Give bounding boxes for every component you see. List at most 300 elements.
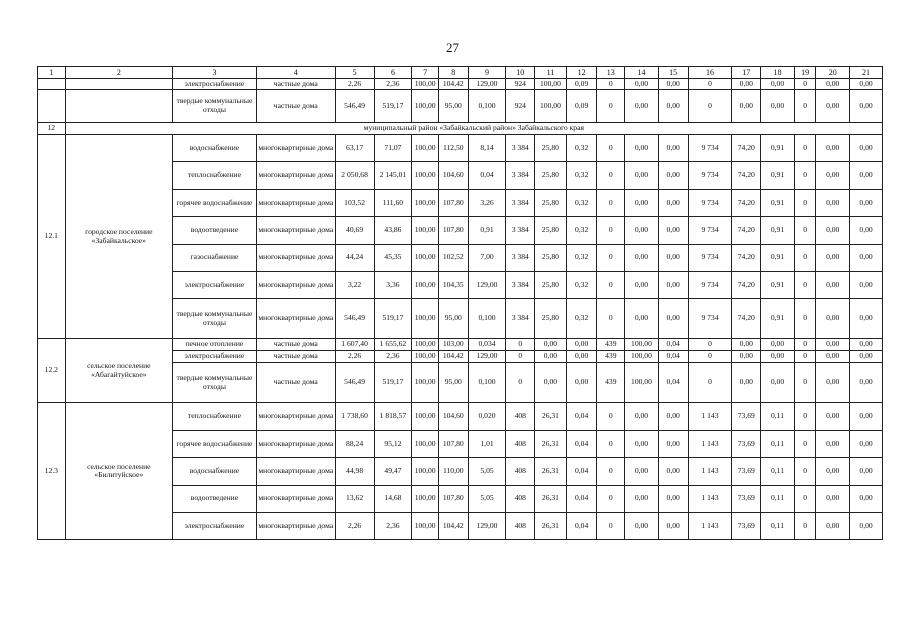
table-cell: 3 384 bbox=[506, 162, 535, 189]
table-cell: 0 bbox=[794, 79, 815, 90]
table-cell: 3 384 bbox=[506, 189, 535, 216]
table-cell: 0,100 bbox=[468, 299, 506, 339]
table-cell: 100,00 bbox=[535, 90, 567, 123]
table-cell: 25,80 bbox=[535, 244, 567, 271]
table-cell: 0,04 bbox=[658, 339, 688, 351]
table-cell: 0 bbox=[506, 363, 535, 403]
service-type: твердые коммунальные отходы bbox=[173, 363, 257, 403]
housing-type: многоквартирные дома bbox=[256, 430, 335, 457]
group-number: 12.3 bbox=[38, 403, 66, 540]
table-cell: 0,00 bbox=[850, 458, 883, 485]
table-cell: 0,00 bbox=[850, 135, 883, 162]
table-cell: 14,68 bbox=[374, 485, 412, 512]
table-cell: 0,00 bbox=[658, 244, 688, 271]
table-cell: 0 bbox=[597, 90, 625, 123]
table-cell: 0 bbox=[794, 512, 815, 539]
housing-type: частные дома bbox=[256, 351, 335, 363]
table-cell: 0,00 bbox=[625, 90, 659, 123]
table-cell: 0,00 bbox=[535, 351, 567, 363]
table-cell: 0,00 bbox=[850, 162, 883, 189]
table-cell: 25,80 bbox=[535, 299, 567, 339]
table-cell: 0,00 bbox=[816, 162, 850, 189]
table-cell: 1,01 bbox=[468, 430, 506, 457]
table-cell: 112,50 bbox=[438, 135, 468, 162]
table-cell: 924 bbox=[506, 79, 535, 90]
table-cell: 0,91 bbox=[761, 189, 795, 216]
table-cell: 129,00 bbox=[468, 271, 506, 298]
table-cell: 104,60 bbox=[438, 162, 468, 189]
table-cell: 0,32 bbox=[566, 271, 597, 298]
table-cell bbox=[65, 79, 172, 90]
table-cell: 40,69 bbox=[335, 217, 374, 244]
table-cell: 0 bbox=[794, 90, 815, 123]
service-type: горячее водоснабжение bbox=[173, 430, 257, 457]
table-cell: 129,00 bbox=[468, 512, 506, 539]
table-cell: 100,00 bbox=[412, 403, 439, 430]
table-cell: 0,32 bbox=[566, 217, 597, 244]
column-header: 12 bbox=[566, 67, 597, 79]
table-cell: 0,00 bbox=[625, 135, 659, 162]
table-cell: 100,00 bbox=[412, 339, 439, 351]
column-header: 11 bbox=[535, 67, 567, 79]
table-cell: 0,00 bbox=[535, 339, 567, 351]
housing-type: многоквартирные дома bbox=[256, 217, 335, 244]
column-header: 3 bbox=[173, 67, 257, 79]
table-cell: 100,00 bbox=[412, 162, 439, 189]
column-header: 17 bbox=[732, 67, 761, 79]
table-cell: 9 734 bbox=[688, 135, 732, 162]
table-cell: 0,04 bbox=[658, 351, 688, 363]
table-cell: 3 384 bbox=[506, 135, 535, 162]
column-header: 8 bbox=[438, 67, 468, 79]
table-cell: 3 384 bbox=[506, 244, 535, 271]
table-cell: 0,00 bbox=[625, 217, 659, 244]
table-cell: 0,00 bbox=[761, 79, 795, 90]
table-cell: 0,04 bbox=[468, 162, 506, 189]
table-cell: 9 734 bbox=[688, 299, 732, 339]
housing-type: многоквартирные дома bbox=[256, 244, 335, 271]
table-cell: 25,80 bbox=[535, 189, 567, 216]
table-cell: 0 bbox=[794, 403, 815, 430]
table-cell: 0,00 bbox=[816, 299, 850, 339]
table-cell: 0,00 bbox=[625, 162, 659, 189]
table-cell: 1 143 bbox=[688, 512, 732, 539]
table-cell: 0,04 bbox=[566, 403, 597, 430]
table-cell: 2 050,68 bbox=[335, 162, 374, 189]
table-cell: 0,04 bbox=[566, 512, 597, 539]
table-cell: 0,11 bbox=[761, 485, 795, 512]
table-cell: 0,04 bbox=[658, 363, 688, 403]
table-cell: 0,00 bbox=[658, 512, 688, 539]
table-cell: 546,49 bbox=[335, 299, 374, 339]
table-cell: 0,00 bbox=[816, 512, 850, 539]
table-cell: 0 bbox=[597, 485, 625, 512]
table-cell: 0,00 bbox=[850, 363, 883, 403]
table-cell: 0,00 bbox=[816, 485, 850, 512]
column-header: 15 bbox=[658, 67, 688, 79]
table-cell: твердые коммунальные отходы bbox=[173, 90, 257, 123]
table-cell: 0 bbox=[794, 485, 815, 512]
table-cell: 0,00 bbox=[850, 430, 883, 457]
tariff-table bbox=[37, 66, 883, 540]
table-cell: 439 bbox=[597, 339, 625, 351]
table-cell: 0 bbox=[794, 217, 815, 244]
table-cell: 0,00 bbox=[625, 79, 659, 90]
table-cell: 0,91 bbox=[468, 217, 506, 244]
service-type: водоснабжение bbox=[173, 135, 257, 162]
table-cell: 45,35 bbox=[374, 244, 412, 271]
table-row bbox=[38, 79, 883, 90]
table-cell: 95,00 bbox=[438, 363, 468, 403]
table-cell: 103,00 bbox=[438, 339, 468, 351]
column-header: 18 bbox=[761, 67, 795, 79]
table-cell: 0,00 bbox=[816, 189, 850, 216]
table-cell: 0,00 bbox=[625, 299, 659, 339]
table-cell: 924 bbox=[506, 90, 535, 123]
table-cell: 100,00 bbox=[412, 244, 439, 271]
table-cell: 0 bbox=[597, 217, 625, 244]
table-cell: 0,00 bbox=[732, 90, 761, 123]
service-type: водоотведение bbox=[173, 485, 257, 512]
table-row bbox=[38, 339, 883, 351]
table-cell: 8,14 bbox=[468, 135, 506, 162]
table-cell: 0,32 bbox=[566, 135, 597, 162]
table-cell: 0,00 bbox=[625, 189, 659, 216]
table-cell: 49,47 bbox=[374, 458, 412, 485]
table-row bbox=[38, 403, 883, 430]
table-cell: 0 bbox=[597, 403, 625, 430]
table-cell: 88,24 bbox=[335, 430, 374, 457]
table-cell: 100,00 bbox=[625, 339, 659, 351]
table-cell: 2,36 bbox=[374, 351, 412, 363]
service-type: водоотведение bbox=[173, 217, 257, 244]
table-cell: 0,91 bbox=[761, 244, 795, 271]
service-type: печное отопление bbox=[173, 339, 257, 351]
housing-type: многоквартирные дома bbox=[256, 299, 335, 339]
table-cell: 0,00 bbox=[658, 485, 688, 512]
table-cell: 100,00 bbox=[625, 351, 659, 363]
table-cell: 0,00 bbox=[850, 351, 883, 363]
table-cell: 103,52 bbox=[335, 189, 374, 216]
column-header: 4 bbox=[256, 67, 335, 79]
table-cell: 0,00 bbox=[816, 351, 850, 363]
table-cell: 100,00 bbox=[412, 430, 439, 457]
housing-type: многоквартирные дома bbox=[256, 135, 335, 162]
table-cell: 0 bbox=[794, 458, 815, 485]
table-cell: 0,91 bbox=[761, 162, 795, 189]
table-cell: 0,00 bbox=[850, 403, 883, 430]
table-cell: 71,07 bbox=[374, 135, 412, 162]
table-cell: 100,00 bbox=[412, 363, 439, 403]
table-cell: 44,24 bbox=[335, 244, 374, 271]
table-cell: 0,00 bbox=[566, 351, 597, 363]
table-cell bbox=[38, 79, 66, 90]
table-cell: 0 bbox=[506, 351, 535, 363]
table-cell: 0 bbox=[688, 363, 732, 403]
housing-type: многоквартирные дома bbox=[256, 189, 335, 216]
table-cell: 0,00 bbox=[658, 299, 688, 339]
column-header: 13 bbox=[597, 67, 625, 79]
table-cell: 0,00 bbox=[732, 339, 761, 351]
table-cell: 0,00 bbox=[732, 79, 761, 90]
column-header: 7 bbox=[412, 67, 439, 79]
table-cell: 0,00 bbox=[625, 271, 659, 298]
table-cell: 0,00 bbox=[658, 79, 688, 90]
table-cell: 0 bbox=[794, 363, 815, 403]
table-cell: 110,00 bbox=[438, 458, 468, 485]
table-cell: 0,09 bbox=[566, 90, 597, 123]
table-cell: 0,00 bbox=[658, 135, 688, 162]
table-cell: 100,00 bbox=[412, 299, 439, 339]
table-cell: 0 bbox=[597, 79, 625, 90]
table-cell: 0,00 bbox=[850, 271, 883, 298]
table-cell: 2 145,01 bbox=[374, 162, 412, 189]
table-cell: 25,80 bbox=[535, 271, 567, 298]
section-row bbox=[38, 123, 883, 135]
service-type: теплоснабжение bbox=[173, 403, 257, 430]
table-cell: 408 bbox=[506, 403, 535, 430]
section-title: муниципальный район «Забайкальский район» Забайкальского края bbox=[65, 123, 882, 135]
table-cell: 0,00 bbox=[566, 363, 597, 403]
table-cell: 0,00 bbox=[566, 339, 597, 351]
table-cell: 0,00 bbox=[625, 403, 659, 430]
service-type: теплоснабжение bbox=[173, 162, 257, 189]
table-cell: 100,00 bbox=[412, 189, 439, 216]
table-cell: 408 bbox=[506, 458, 535, 485]
table-cell: 111,60 bbox=[374, 189, 412, 216]
column-header: 5 bbox=[335, 67, 374, 79]
table-cell: 0,00 bbox=[761, 351, 795, 363]
group-name: городское поселение «Забайкальское» bbox=[65, 135, 172, 339]
table-cell: 0,11 bbox=[761, 403, 795, 430]
housing-type: многоквартирные дома bbox=[256, 403, 335, 430]
column-header: 20 bbox=[816, 67, 850, 79]
table-cell: 1 738,60 bbox=[335, 403, 374, 430]
table-cell: 3 384 bbox=[506, 271, 535, 298]
table-cell: 26,31 bbox=[535, 458, 567, 485]
table-cell: 0 bbox=[794, 339, 815, 351]
table-cell: 0,00 bbox=[816, 339, 850, 351]
table-cell: 439 bbox=[597, 351, 625, 363]
table-cell: 0,00 bbox=[761, 363, 795, 403]
table-cell: 546,49 bbox=[335, 90, 374, 123]
table-cell: 0,04 bbox=[566, 430, 597, 457]
table-cell: 104,60 bbox=[438, 403, 468, 430]
column-header: 10 bbox=[506, 67, 535, 79]
table-cell: 0,09 bbox=[566, 79, 597, 90]
group-number: 12.2 bbox=[38, 339, 66, 403]
table-cell: 0,020 bbox=[468, 403, 506, 430]
table-cell: частные дома bbox=[256, 79, 335, 90]
table-cell: 1 818,57 bbox=[374, 403, 412, 430]
table-cell: 95,00 bbox=[438, 299, 468, 339]
housing-type: многоквартирные дома bbox=[256, 162, 335, 189]
table-cell: 0,00 bbox=[816, 135, 850, 162]
table-cell: 0,00 bbox=[850, 512, 883, 539]
table-cell: 0,00 bbox=[816, 271, 850, 298]
table-cell: 0,00 bbox=[658, 403, 688, 430]
table-cell: 2,36 bbox=[374, 79, 412, 90]
table-cell: 0 bbox=[794, 430, 815, 457]
table-cell: 0 bbox=[597, 162, 625, 189]
table-cell: 0,00 bbox=[816, 90, 850, 123]
table-cell: 74,20 bbox=[732, 217, 761, 244]
table-cell: 0,00 bbox=[850, 189, 883, 216]
table-cell: 0 bbox=[597, 135, 625, 162]
group-number: 12.1 bbox=[38, 135, 66, 339]
table-cell: 3,36 bbox=[374, 271, 412, 298]
table-cell: 5,05 bbox=[468, 485, 506, 512]
table-cell: 44,98 bbox=[335, 458, 374, 485]
table-cell: 43,86 bbox=[374, 217, 412, 244]
table-cell: 0,00 bbox=[816, 403, 850, 430]
table-cell: 100,00 bbox=[412, 90, 439, 123]
table-cell: 0 bbox=[794, 244, 815, 271]
table-cell: 1 655,62 bbox=[374, 339, 412, 351]
table-cell: 0,00 bbox=[658, 217, 688, 244]
service-type: электроснабжение bbox=[173, 512, 257, 539]
table-cell: 0,00 bbox=[850, 244, 883, 271]
table-cell: 25,80 bbox=[535, 162, 567, 189]
table-cell: 73,69 bbox=[732, 485, 761, 512]
table-row bbox=[38, 135, 883, 162]
table-cell: 9 734 bbox=[688, 244, 732, 271]
table-cell: 100,00 bbox=[625, 363, 659, 403]
service-type: горячее водоснабжение bbox=[173, 189, 257, 216]
table-cell: электроснабжение bbox=[173, 79, 257, 90]
table-cell: 0,04 bbox=[566, 458, 597, 485]
table-cell: 0,00 bbox=[625, 512, 659, 539]
table-cell: 1 143 bbox=[688, 430, 732, 457]
table-cell: 74,20 bbox=[732, 244, 761, 271]
table-cell: 100,00 bbox=[412, 512, 439, 539]
service-type: газоснабжение bbox=[173, 244, 257, 271]
table-cell: 2,26 bbox=[335, 351, 374, 363]
service-type: водоснабжение bbox=[173, 458, 257, 485]
table-cell: 0 bbox=[794, 162, 815, 189]
housing-type: многоквартирные дома bbox=[256, 485, 335, 512]
table-cell: 0 bbox=[597, 430, 625, 457]
table-cell: 100,00 bbox=[412, 271, 439, 298]
housing-type: многоквартирные дома bbox=[256, 458, 335, 485]
table-cell: 0,91 bbox=[761, 299, 795, 339]
table-cell: 0,00 bbox=[732, 363, 761, 403]
table-cell: 9 734 bbox=[688, 162, 732, 189]
table-cell bbox=[65, 90, 172, 123]
table-cell: 0,00 bbox=[658, 458, 688, 485]
table-cell: 26,31 bbox=[535, 403, 567, 430]
table-cell: 1 143 bbox=[688, 403, 732, 430]
housing-type: многоквартирные дома bbox=[256, 271, 335, 298]
table-cell: 0,00 bbox=[816, 217, 850, 244]
housing-type: частные дома bbox=[256, 363, 335, 403]
table-cell: 5,05 bbox=[468, 458, 506, 485]
table-cell: 546,49 bbox=[335, 363, 374, 403]
table-cell: 129,00 bbox=[468, 351, 506, 363]
table-cell: 3,22 bbox=[335, 271, 374, 298]
service-type: электроснабжение bbox=[173, 271, 257, 298]
table-cell: 408 bbox=[506, 485, 535, 512]
table-cell: 0 bbox=[597, 244, 625, 271]
table-cell: 0 bbox=[597, 299, 625, 339]
housing-type: многоквартирные дома bbox=[256, 512, 335, 539]
table-cell: 0 bbox=[794, 299, 815, 339]
table-cell: 0,00 bbox=[850, 299, 883, 339]
table-cell: 104,35 bbox=[438, 271, 468, 298]
table-cell: 0,00 bbox=[625, 485, 659, 512]
table-cell: 104,42 bbox=[438, 79, 468, 90]
table-cell: 0,100 bbox=[468, 363, 506, 403]
table-cell: 74,20 bbox=[732, 189, 761, 216]
table-cell: 0 bbox=[794, 271, 815, 298]
table-cell: 0,32 bbox=[566, 189, 597, 216]
column-header: 6 bbox=[374, 67, 412, 79]
table-cell: 13,62 bbox=[335, 485, 374, 512]
table-cell: 0,034 bbox=[468, 339, 506, 351]
table-cell: 73,69 bbox=[732, 430, 761, 457]
table-cell: 107,80 bbox=[438, 217, 468, 244]
table-cell: 0 bbox=[506, 339, 535, 351]
table-cell: 0 bbox=[597, 189, 625, 216]
table-cell: 0,00 bbox=[658, 162, 688, 189]
table-cell: 95,00 bbox=[438, 90, 468, 123]
table-cell: 63,17 bbox=[335, 135, 374, 162]
table-cell: 26,31 bbox=[535, 512, 567, 539]
table-cell: 3 384 bbox=[506, 299, 535, 339]
table-cell: 0,100 bbox=[468, 90, 506, 123]
table-cell: 107,80 bbox=[438, 430, 468, 457]
table-cell: 107,80 bbox=[438, 485, 468, 512]
table-cell: 0,00 bbox=[761, 339, 795, 351]
table-cell: 104,42 bbox=[438, 512, 468, 539]
table-cell: 0,00 bbox=[658, 189, 688, 216]
table-cell: 95,12 bbox=[374, 430, 412, 457]
table-cell: 107,80 bbox=[438, 189, 468, 216]
column-header: 1 bbox=[38, 67, 66, 79]
table-cell: 0 bbox=[597, 271, 625, 298]
table-row bbox=[38, 90, 883, 123]
table-cell: частные дома bbox=[256, 90, 335, 123]
table-cell: 0 bbox=[688, 351, 732, 363]
table-cell: 408 bbox=[506, 430, 535, 457]
table-cell: 100,00 bbox=[412, 485, 439, 512]
table-cell: 0,11 bbox=[761, 458, 795, 485]
table-cell bbox=[38, 90, 66, 123]
column-header: 2 bbox=[65, 67, 172, 79]
table-cell: 74,20 bbox=[732, 299, 761, 339]
table-cell: 0,00 bbox=[850, 90, 883, 123]
table-cell: 0 bbox=[597, 458, 625, 485]
table-cell: 0,00 bbox=[658, 90, 688, 123]
table-cell: 519,17 bbox=[374, 363, 412, 403]
table-cell: 3 384 bbox=[506, 217, 535, 244]
table-cell: 26,31 bbox=[535, 485, 567, 512]
table-cell: 2,26 bbox=[335, 79, 374, 90]
table-cell: 7,00 bbox=[468, 244, 506, 271]
table-cell: 100,00 bbox=[412, 217, 439, 244]
table-cell: 0,00 bbox=[658, 430, 688, 457]
column-header: 14 bbox=[625, 67, 659, 79]
table-cell: 25,80 bbox=[535, 135, 567, 162]
table-cell: 0,11 bbox=[761, 512, 795, 539]
table-cell: 0,00 bbox=[850, 485, 883, 512]
table-cell: 9 734 bbox=[688, 217, 732, 244]
table-cell: 0,32 bbox=[566, 162, 597, 189]
table-cell: 1 143 bbox=[688, 485, 732, 512]
column-header: 19 bbox=[794, 67, 815, 79]
table-cell: 0,00 bbox=[816, 430, 850, 457]
column-header: 9 bbox=[468, 67, 506, 79]
